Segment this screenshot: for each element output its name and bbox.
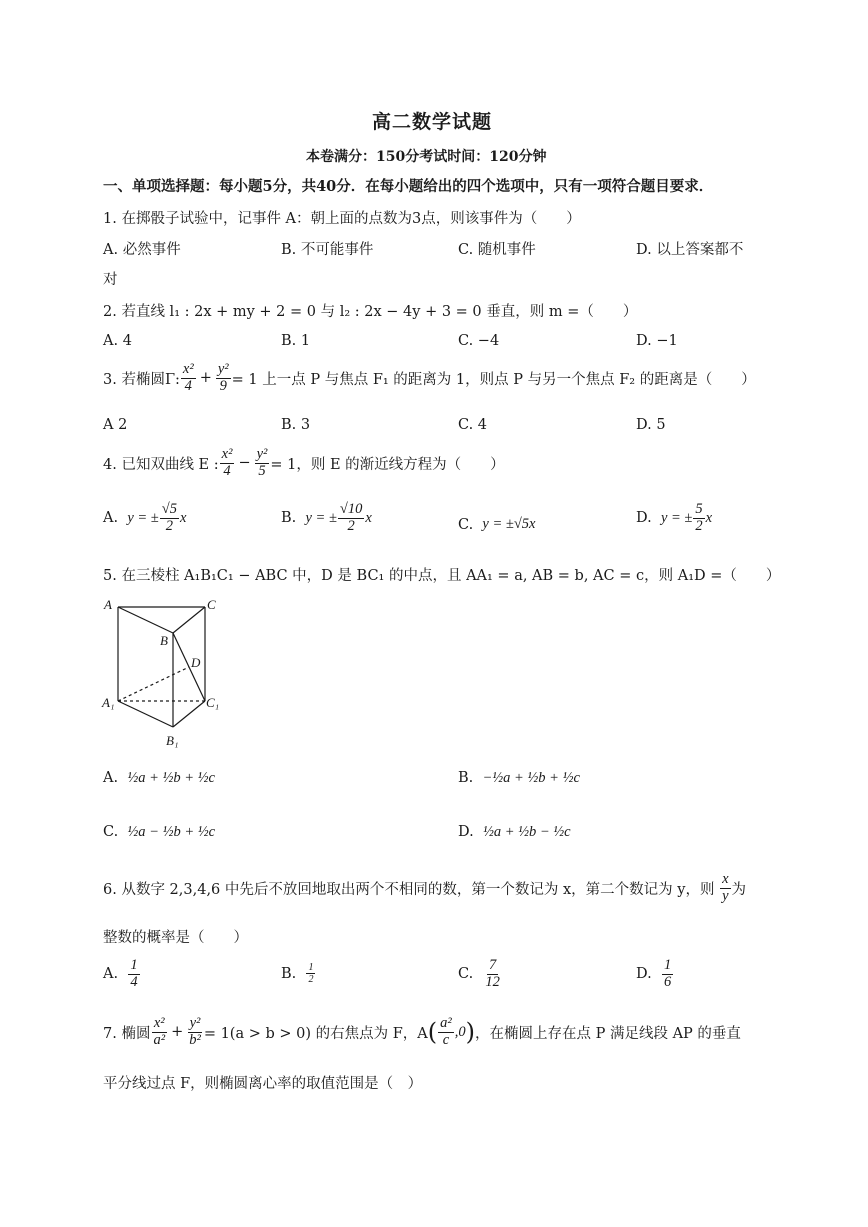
- q1-option-c: C. 随机事件: [458, 242, 536, 258]
- q6-stem-line2: 整数的概率是（ ）: [103, 930, 248, 946]
- figure-label-b: B: [160, 633, 168, 648]
- q4-option-d: D. y = ± $\frac{5}{2}$ x: [636, 501, 713, 534]
- figure-label-a: A: [104, 597, 112, 612]
- q3-option-a: A 2: [103, 417, 128, 433]
- figure-label-c1: C₁: [206, 695, 220, 710]
- q1-option-d: D. 以上答案都不: [636, 242, 744, 258]
- q4-option-a: A. y = ± $\frac{√5}{2}$ x: [103, 501, 187, 534]
- q5-option-a: A. ½a + ½b + ½c: [103, 770, 215, 786]
- q2-option-a: A. 4: [103, 333, 132, 349]
- q1-stem: 1. 在掷骰子试验中，记事件 A：朝上面的点数为3点，则该事件为（ ）: [103, 211, 581, 227]
- q5-option-c: C. ½a − ½b + ½c: [103, 824, 216, 840]
- q4-stem: 4. 已知双曲线 E : $\frac{\text{x²}}{4}$ − $\frac{\text{y²}}{5}$ = 1，则 E 的渐近线方程为（ ）: [103, 446, 505, 479]
- q7-stem-line2: 平分线过点 F，则椭圆离心率的取值范围是（ ）: [103, 1076, 423, 1092]
- q4-prefix: 4. 已知双曲线 E :: [103, 456, 219, 473]
- q3-frac-x: $\frac{\text{x²}}{4}$: [182, 361, 194, 394]
- figure-label-b1: B₁: [166, 733, 179, 748]
- figure-label-a1: A₁: [102, 695, 115, 710]
- q5-stem: 5. 在三棱柱 A₁B₁C₁ − ABC 中，D 是 BC₁ 的中点，且 AA₁ = a, AB = b, AC = c，则 A₁D =（ ）: [103, 568, 781, 584]
- q3-option-d: D. 5: [636, 417, 666, 433]
- q6-frac-xy: $\frac{x}{y}$: [722, 871, 729, 904]
- q6-option-a: A. $\frac{1}{4}$: [103, 957, 138, 990]
- q5-option-b: B. −½a + ½b + ½c: [458, 770, 580, 786]
- q4-option-b: B. y = ± $\frac{√10}{2}$ x: [281, 501, 372, 534]
- q4-option-c: C. y = ±√5x: [458, 516, 536, 533]
- exam-info: 本卷满分：150分考试时间：120分钟: [306, 149, 547, 165]
- q1-option-d-tail: 对: [103, 272, 118, 288]
- section-heading: 一、单项选择题：每小题5分，共40分．在每小题给出的四个选项中，只有一项符合题目要求．: [103, 178, 714, 195]
- q2-option-c: C. −4: [458, 333, 500, 349]
- q6-stem: 6. 从数字 2,3,4,6 中先后不放回地取出两个不相同的数，第一个数记为 x，第二个数记为 y，则 $\frac{x}{y}$ 为: [103, 871, 747, 904]
- q3-suffix: = 1 上一点 P 与焦点 F₁ 的距离为 1，则点 P 与另一个焦点 F₂ 的距离是（ ）: [231, 371, 756, 388]
- q4-frac-x: $\frac{\text{x²}}{4}$: [221, 446, 233, 479]
- q3-option-b: B. 3: [281, 417, 311, 433]
- q3-prefix: 3. 若椭圆Γ:: [103, 371, 180, 388]
- q3-frac-y: $\frac{\text{y²}}{9}$: [217, 361, 229, 394]
- q3-stem: 3. 若椭圆Γ: $\frac{\text{x²}}{4}$ + $\frac{\text{y²}}{9}$ = 1 上一点 P 与焦点 F₁ 的距离为 1，则点 P 与另一个焦点 F₂ 的距离是（ ）: [103, 361, 756, 394]
- figure-label-c: C: [207, 597, 216, 612]
- q4-frac-y: $\frac{\text{y²}}{5}$: [256, 446, 268, 479]
- q6-option-b: B. $\frac{1}{2}$: [281, 962, 314, 985]
- q6-option-c: C. $\frac{7}{12}$: [458, 957, 500, 990]
- q6-option-d: D. $\frac{1}{6}$: [636, 957, 672, 990]
- q4-suffix: = 1，则 E 的渐近线方程为（ ）: [270, 456, 505, 473]
- q1-option-a: A. 必然事件: [103, 242, 181, 258]
- q1-option-b: B. 不可能事件: [281, 242, 374, 258]
- q2-option-b: B. 1: [281, 333, 311, 349]
- figure-label-d: D: [191, 655, 201, 670]
- prism-figure: [100, 595, 230, 755]
- q3-option-c: C. 4: [458, 417, 488, 433]
- q7-stem: 7. 椭圆 $\frac{\text{x²}}{\text{a²}}$ + $\frac{\text{y²}}{\text{b²}}$ = 1(a > b > 0) 的右焦点为 F，A ( $\frac{\text{a²}}{c}$ ,0 ) ，在椭圆上存在点 P 满足线段 AP 的垂直: [103, 1015, 741, 1048]
- q2-option-d: D. −1: [636, 333, 678, 349]
- q2-stem: 2. 若直线 l₁ : 2x + my + 2 = 0 与 l₂ : 2x − 4y + 3 = 0 垂直，则 m =（ ）: [103, 304, 638, 320]
- page-title: 高二数学试题: [372, 111, 493, 133]
- q5-option-d: D. ½a + ½b − ½c: [458, 824, 571, 840]
